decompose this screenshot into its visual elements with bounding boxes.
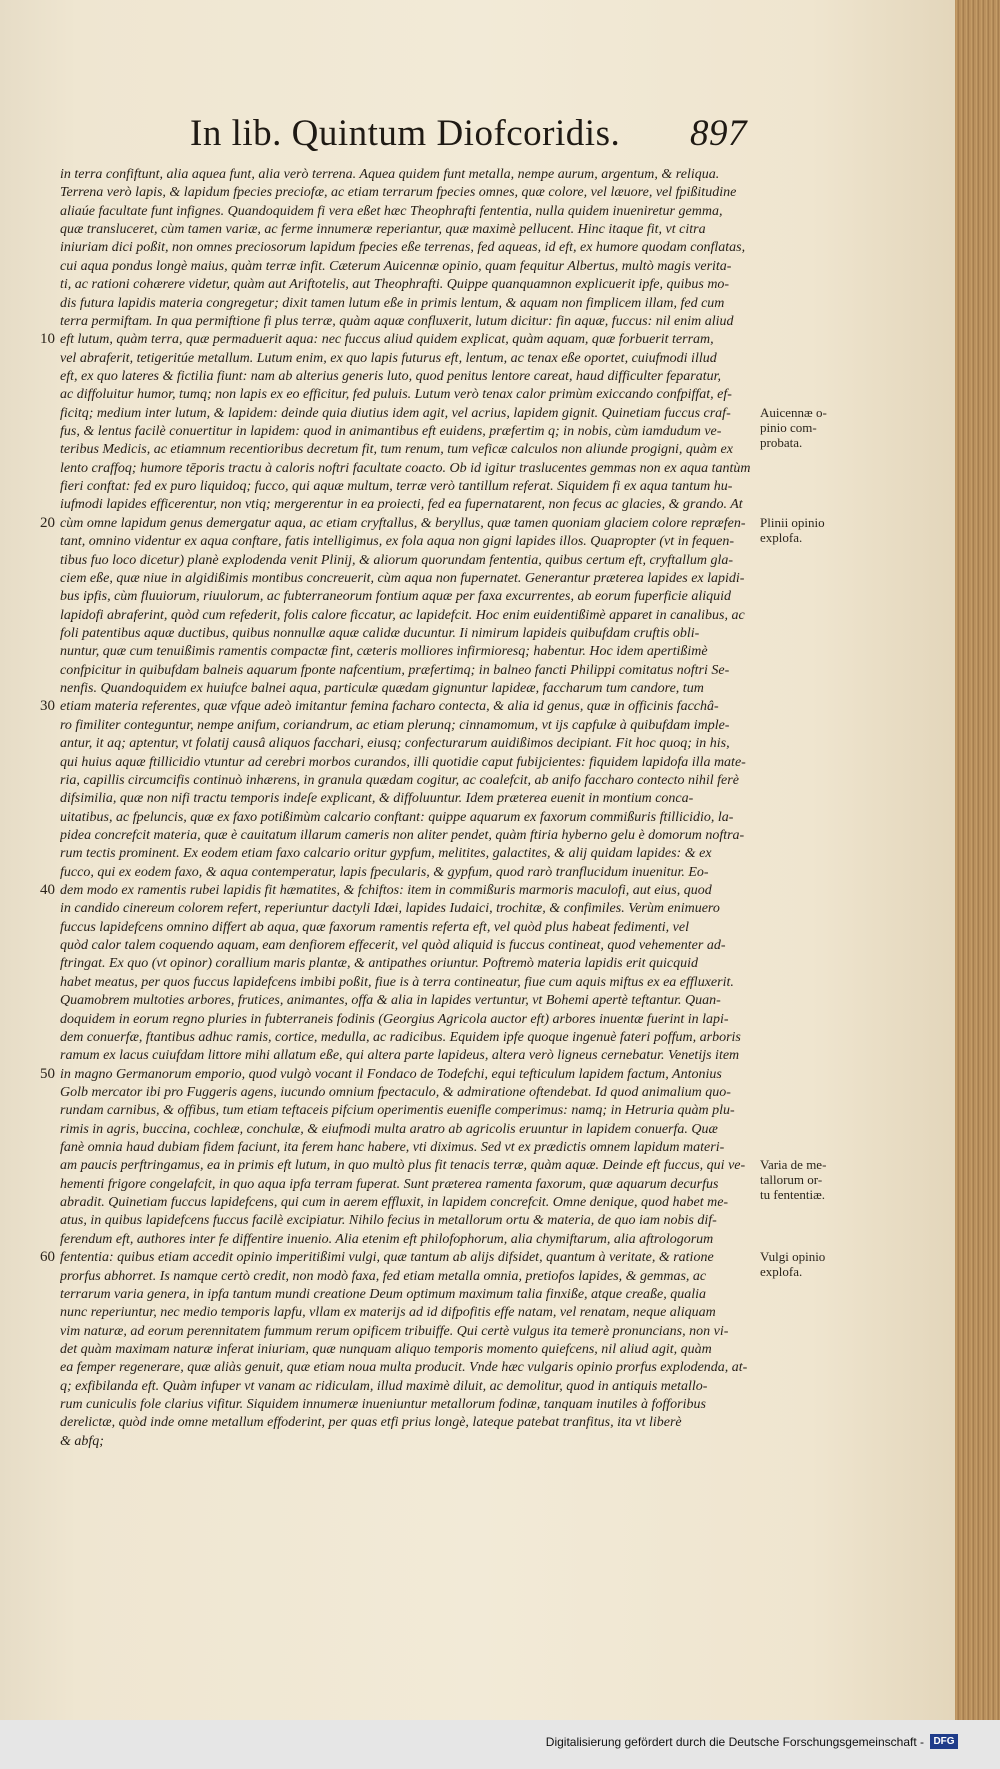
- text-line: quòd calor talem coquendo aquam, eam denfiorem effecerit, vel quòd aliquid is fuccus contineat, quod vehementer ad-: [60, 938, 726, 954]
- text-line: eft lutum, quàm terra, quæ permaduerit aqua: nec fuccus aliud quidem explicat, quàm aquam, quæ forbuerit terram,: [60, 332, 714, 348]
- text-line: fanè omnia haud dubiam fidem faciunt, ita ferem hanc habere, vti diximus. Sed vt ex prædictis omnem lapidum materi-: [60, 1140, 725, 1156]
- text-line: cùm omne lapidum genus demergatur aqua, ac etiam cryftallus, & beryllus, quæ tamen quoniam glaciem colore repræfen-: [60, 515, 746, 531]
- text-line: ftringat. Ex quo (vt opinor) corallium maris plantæ, & antipathes oriuntur. Poftremò materia lapidis erit quicquid: [60, 956, 699, 972]
- text-line: in terra confiftunt, alia aquea funt, alia verò terrena. Aquea quidem funt metalla, nempe aurum, argentum, & reliqua.: [60, 167, 720, 182]
- text-line: ro fimiliter conteguntur, nempe anifum, coriandrum, ac etiam plerunq; cinnamomum, vt ijs capfulæ à quibufdam imple-: [60, 717, 730, 733]
- text-line: eft, ex quo lateres & fictilia fiunt: nam ab alterius generis luto, quod penitus lentore careat, haud difficulter feparatur,: [60, 368, 722, 384]
- text-line: dem conuerfæ, ftantibus adhuc ramis, cortice, medulla, ac radicibus. Equidem ipfe quoque ingenuè fateri poffum, arboris: [60, 1029, 741, 1045]
- page-edges: [955, 0, 1000, 1720]
- text-line: habet meatus, per quos fuccus lapidefcens imbibi poßit, fiue is à terra contineatur, fiue cum aquis miftus ex ea effluxerit.: [60, 974, 734, 990]
- margin-note: Plinii opinio explofa.: [760, 514, 825, 545]
- text-line: nunc reperiuntur, nec medio temporis lapfu, vllam ex materijs ad id difpofitis effe natam, vel renatam, neque aliquam: [60, 1305, 716, 1321]
- text-line: cui aqua pondus longè maius, quàm terræ infit. Cæterum Auicennæ opinio, quam fequitur Albertus, multò magis verita-: [60, 258, 732, 274]
- text-line: hementi frigore congelafcit, in quo aqua ipfa terram fuperat. Sunt præterea ramenta faxorum, quæ aquarum decurfus: [60, 1176, 719, 1192]
- header-title: In lib. Quintum Diofcoridis.: [190, 113, 621, 154]
- margin-note: Auicennæ o- pinio com- probata.: [760, 404, 827, 450]
- line-number: 10: [40, 331, 55, 348]
- line-number: 50: [40, 1065, 55, 1082]
- text-line: iniuriam dici poßit, non omnes preciosorum lapidum fpecies eße terrenas, fed aqueas, id eft, ex humore quodam conflatas,: [60, 240, 746, 256]
- text-line: ficitq; medium inter lutum, & lapidem: deinde quia diutius idem agit, vel acrius, lapidem gignit. Quinetiam fuccus craf-: [60, 405, 731, 421]
- text-line: ti, ac rationi cohærere videtur, quàm aut Ariftotelis, aut Theophrafti. Quippe quanquamnon explicuerit ipfe, quibus mo-: [60, 277, 730, 293]
- text-line: ramum ex lacus cuiufdam littore mihi allatum eße, qui altera parte lapideus, altera verò ligneus cernebatur. Venetijs item: [60, 1048, 740, 1064]
- text-line: ac diffoluitur humor, tumq; non lapis ex eo efficitur, fed puluis. Lutum verò tenax calor primùm exiccando confpiffat, ef-: [60, 387, 732, 403]
- dfg-logo: DFG: [930, 1734, 958, 1749]
- text-line: dem modo ex ramentis rubei lapidis fit hæmatites, & fchiftos: item in commißuris marmoris maculofi, aut eius, quod: [60, 883, 712, 899]
- text-line: ferendum eft, authores inter fe diffentire inuenio. Alia etenim eft philofophorum, alia chymiftarum, alia aftrologorum: [60, 1231, 714, 1247]
- body-text: [60, 166, 760, 1451]
- text-line: vim naturæ, ad eorum perennitatem fummum rerum opificem tribuiffe. Qui certè vulgus ita temerè pronuncians, non vi-: [60, 1323, 729, 1339]
- text-line: rum tectis prominent. Ex eodem etiam faxo calcario oritur gypfum, melitites, galactites, & alij quidam lapides: & ex: [60, 846, 712, 862]
- text-line: fucco, qui ex eodem faxo, & aqua contemperatur, lapis fpecularis, & gypfum, quod rarò tranflucidum inuenitur. Eo-: [60, 864, 709, 880]
- text-line: tant, omnino videntur ex aqua conftare, fatis intelligimus, ex fola aqua non gigni lapides illos. Quapropter (vt in fequen-: [60, 534, 734, 550]
- text-line: & abfq;: [60, 1433, 104, 1449]
- text-line: nenfis. Quandoquidem ex huiufce balnei aqua, particulæ quædam gignuntur lapideæ, faccharum tum candore, tum: [60, 681, 704, 697]
- line-number: 40: [40, 882, 55, 899]
- text-line: ea femper regenerare, quæ aliàs genuit, quæ etiam noua multa producit. Vnde hæc vulgaris opinio prorfus explodenda, at-: [60, 1360, 748, 1376]
- text-line: dis futura lapidis materia congregetur; dixit tamen lutum eße in primis lentum, & aquam non fimplicem illam, fed cum: [60, 295, 725, 311]
- text-line: fuccus lapidefcens omnino differt ab aqua, quæ faxorum ramentis referta eft, vel quòd plus habeat fedimenti, vel: [60, 919, 689, 935]
- text-line: in candido cinereum colorem refert, reperiuntur dactyli Idæi, lapides Iudaici, trochitæ, & confimiles. Verùm enimuero: [60, 901, 720, 917]
- text-line: antur, it aq; aptentur, vt folatij causâ aliquos facchari, eiusq; confecturarum auidißimos decipiant. Fit hoc quoq; in his,: [60, 736, 730, 752]
- text-line: nuntur, quæ cum tenuißimis ramentis compactæ fint, cæteris molliores infirmioresq; habentur. Hoc idem apertißimè: [60, 644, 708, 660]
- text-line: fieri conftat: fed ex puro liquidoq; fucco, qui aquæ multum, terræ verò tantillum referat. Siquidem fi ex aqua tantum hu-: [60, 479, 733, 495]
- text-line: foli patentibus aquæ ductibus, quibus nonnullæ aquæ calidæ ducuntur. Ii nimirum lapideis quibufdam cruftis obli-: [60, 625, 700, 641]
- text-line: uitatibus, ac fpeluncis, quæ ex faxo potißimùm calcario conftant: quippe aquarum ex faxorum commißuris ftillicidio, la-: [60, 809, 734, 825]
- text-line: Golb mercator ibi pro Fuggeris agens, iucundo omnium fpectaculo, & admiratione oftendebat. Id quod animalium quo-: [60, 1084, 731, 1100]
- line-number: 30: [40, 698, 55, 715]
- footer-text: Digitalisierung gefördert durch die Deutsche Forschungsgemeinschaft -: [545, 1734, 924, 1749]
- text-line: confpicitur in quibufdam balneis aquarum fponte nafcentium, præfertimq; in balneo fancti Philippi comitatus noftri Se-: [60, 662, 730, 678]
- text-line: qui huius aquæ ftillicidio vtuntur ad cerebri morbos curandos, illi quotidie caput fubijcientes: fiquidem lapidofa illa mate-: [60, 754, 746, 770]
- text-line: terra permiftam. In qua permiftione fi plus terræ, quàm aquæ confluxerit, lutum dicitur: fin aquæ, fuccus: nil enim aliud: [60, 313, 734, 329]
- text-line: lento craffoq; humore tēporis tractu à caloris noftri facultate coacto. Ob id igitur traslucentes gemmas non ex aqua tantùm: [60, 460, 751, 476]
- text-line: q; exfibilanda eft. Quàm infuper vt vanam ac ridiculam, illud maximè diluit, ac demolitur, quod in antiquis metallo-: [60, 1378, 708, 1394]
- text-line: am paucis perftringamus, ea in primis eft lutum, in quo multò plus fit tenacis terræ, quàm aquæ. Deinde eft fuccus, qui ve-: [60, 1158, 746, 1174]
- line-number: 20: [40, 514, 55, 531]
- text-line: abradit. Quinetiam fuccus lapidefcens, qui cum in aerem effluxit, in lapidem concrefcit. Omne denique, quod habet me-: [60, 1195, 729, 1211]
- text-line: aliaúe facultate funt infignes. Quandoquidem fi vera eßet hæc Theophrafti fententia, nulla quidem inueniretur gemma,: [60, 203, 723, 219]
- digitization-footer: [546, 1734, 958, 1749]
- text-line: difsimilia, quæ non nifi tractu temporis indeſe explicant, & diffoluuntur. Idem præterea euenit in montium conca-: [60, 791, 694, 807]
- text-line: atus, in quibus lapidefcens fuccus facilè excipiatur. Nihilo fecius in metallorum ortu & materia, de quo iam nobis dif-: [60, 1213, 717, 1229]
- text-line: quæ transluceret, cùm tamen variæ, ac ferme innumeræ reperiantur, quæ maximè pellucent. Hinc itaque fit, vt citra: [60, 222, 706, 238]
- text-line: Quamobrem multoties arbores, frutices, animantes, offa & alia in lapides vertuntur, vt Bohemi apertè teftantur. Quan-: [60, 993, 721, 1009]
- margin-note: Vulgi opinio explofa.: [760, 1249, 826, 1280]
- text-line: doquidem in eorum regno pluries in fubterraneis fodinis (Georgius Agricola auctor eft) arbores inuentæ fuerint in lapi-: [60, 1011, 729, 1027]
- text-line: vel abraferit, tetigeritúe metallum. Lutum enim, ex quo lapis futurus eft, lentum, ac tenax eße oportet, cuiufmodi illud: [60, 350, 717, 366]
- text-line: rum cuniculis fole clarius vifitur. Siquidem innumeræ inueniuntur metallorum fodinæ, tanquam inutiles à fofforibus: [60, 1397, 706, 1413]
- text-line: det quàm maximam naturæ inferat iniuriam, quæ nunquam aliquo temporis momento quiefcens, nil aliud agit, quàm: [60, 1342, 712, 1357]
- text-line: in magno Germanorum emporio, quod vulgò vocant il Fondaco de Todefchi, equi tefticulum lapidem factum, Antonius: [60, 1066, 722, 1082]
- line-number: 60: [40, 1249, 55, 1266]
- text-line: rimis in agris, buccina, cochleæ, conchulæ, & eiufmodi multa aratro ab agricolis eruuntur in lapidem conuerfa. Quæ: [60, 1121, 718, 1137]
- text-line: iufmodi lapides efficerentur, non vtiq; mergerentur in ea proiecti, fed ea fupernatarent, non fecus ac glacies, & grando. At: [60, 497, 743, 513]
- running-header: [190, 112, 770, 155]
- text-line: derelictæ, quòd inde omne metallum effoderint, per quas etfi prius longè, lateque patebat tranfitus, ita vt liberè: [60, 1415, 682, 1431]
- text-line: teribus Medicis, ac etiamnum recentioribus decretum fit, tum renum, tum veficæ calculos non aliunde progigni, quàm ex: [60, 442, 733, 458]
- text-line: pidea concrefcit materia, quæ è cauitatum illarum cameris non aliter pendet, quàm ftiria hyberno gelu è domorum noftra-: [60, 827, 745, 843]
- text-line: ria, capillis circumcifis continuò inhærens, in granula quædam cogitur, ac coalefcit, ab anifo faccharo contecto nihil ferè: [60, 772, 739, 788]
- text-line: etiam materia referentes, quæ vfque adeò imitantur femina facharo contecta, & alia id genus, quæ in officinis facchâ-: [60, 699, 719, 715]
- text-line: bus ipfis, cùm fluuiorum, riuulorum, ac fubterraneorum fontium aquæ per faxa excurrentes, ab eorum fuperficie aliquid: [60, 589, 732, 605]
- text-line: tibus fuo loco dicetur) planè explodenda venit Plinij, & aliorum quorundam fententia, quibus certum eft, cryftallum gla-: [60, 552, 734, 568]
- text-line: fus, & lentus facilè conuertitur in lapidem: quod in animantibus eft euidens, præfertim q; in nobis, cùm iamdudum ve-: [60, 424, 722, 440]
- text-line: prorfus abhorret. Is namque certò credit, non modò faxa, fed etiam metalla omnia, pretiofos lapides, & gemmas, ac: [60, 1268, 707, 1284]
- text-line: ciem eße, quæ niue in algidißimis montibus concreuerit, cùm aqua non fupernatet. Generantur præterea lapides ex lapidi-: [60, 570, 745, 586]
- text-line: terrarum varia genera, in ipfa tantum mundi creatione Deum optimum maximum talia finxiße, atque creaße, qualia: [60, 1286, 706, 1302]
- text-line: fententia: quibus etiam accedit opinio imperitißimi vulgi, quæ tantum ab alijs difsidet, quantum à veritate, & ratione: [60, 1250, 714, 1266]
- page-number: 897: [690, 113, 747, 154]
- text-line: lapidofi abraferint, quòd cum refederit, folis calore ficcatur, ac lapidefcit. Hoc enim euidentißimè apparet in canalibus, ac: [60, 607, 745, 623]
- margin-note: Varia de me- tallorum or- tu fententiæ.: [760, 1157, 827, 1203]
- text-line: rundam carnibus, & offibus, tum etiam teftaceis pifcium operimentis euenifle comperimus: namq; in Hetruria quàm plu-: [60, 1103, 735, 1119]
- text-line: Terrena verò lapis, & lapidum fpecies preciofæ, ac etiam terrarum fpecies omnes, quæ colore, vel læuore, vel fpißitudine: [60, 185, 737, 201]
